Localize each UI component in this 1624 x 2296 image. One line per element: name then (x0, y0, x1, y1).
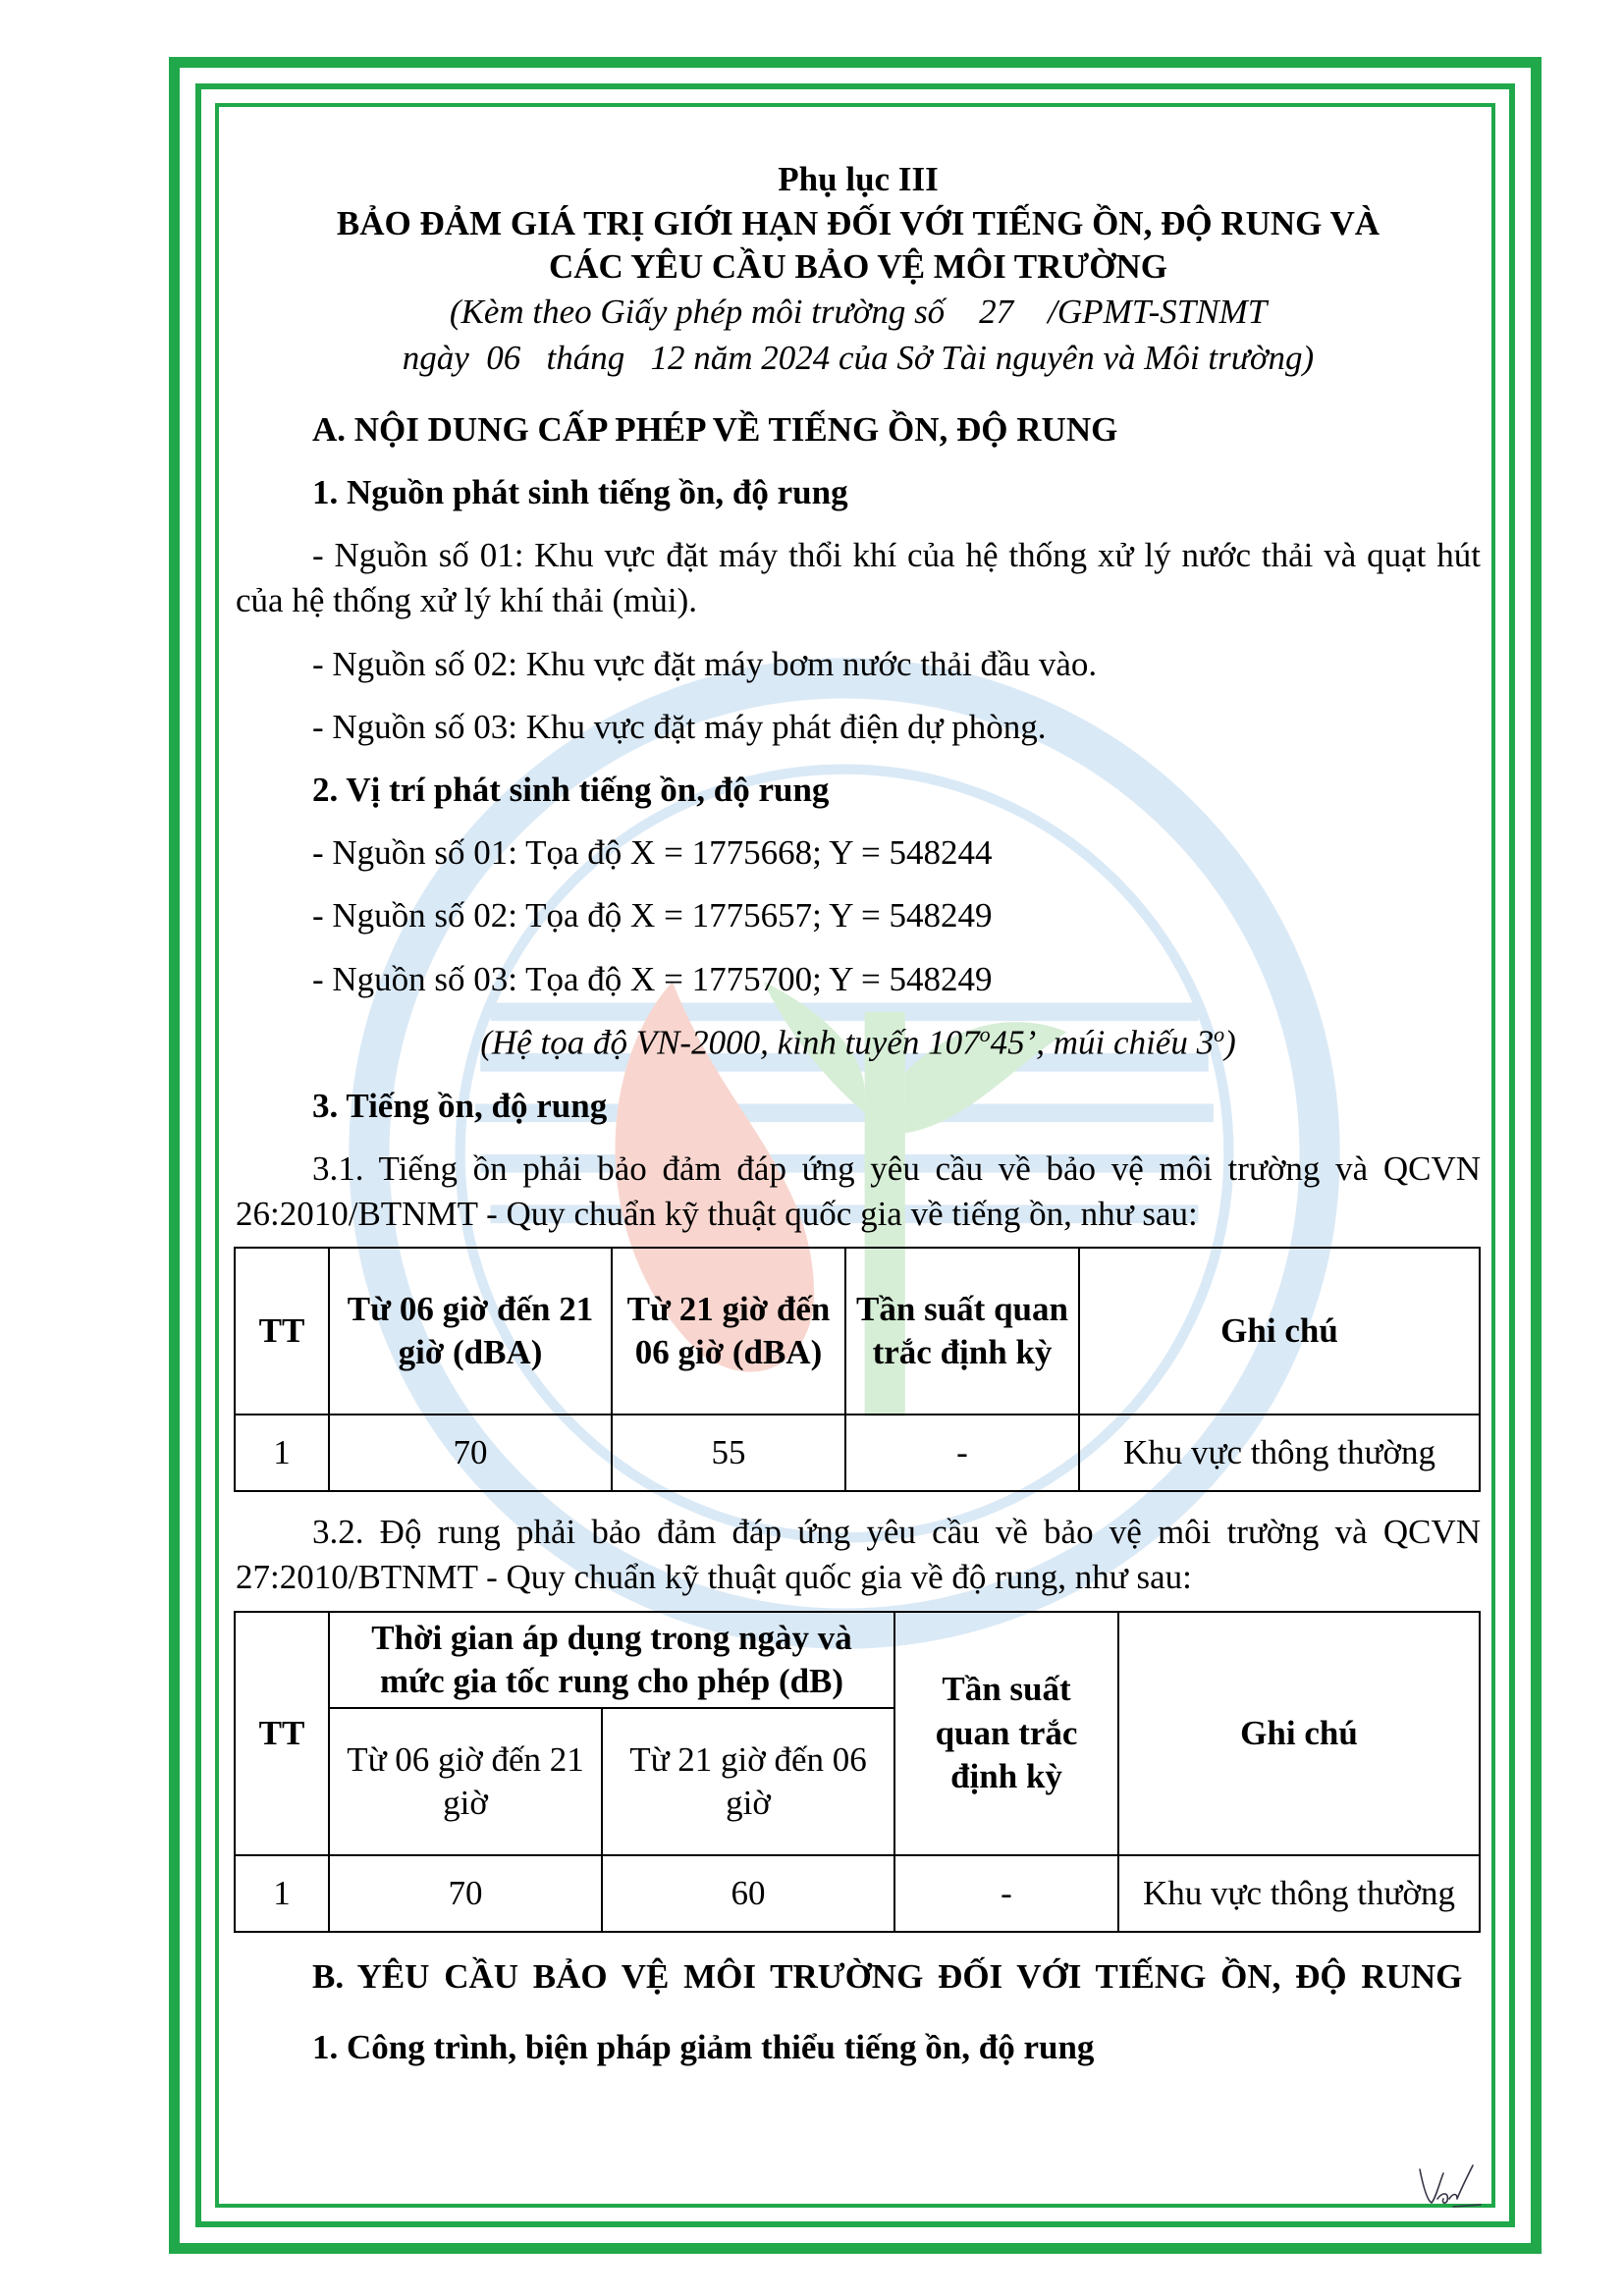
degree-mark: o (1214, 1021, 1225, 1046)
degree-mark: o (979, 1021, 991, 1046)
document-header (236, 157, 1481, 382)
item-2-heading: 2. Vị trí phát sinh tiếng ồn, độ rung (312, 771, 830, 809)
coord-note-part: (Hệ tọa độ VN-2000, kinh tuyến 107 (480, 1023, 980, 1062)
position-02: - Nguồn số 02: Tọa độ X = 1775657; Y = 548249 (312, 896, 993, 935)
permit-reference: (Kèm theo Giấy phép môi trường số 27 /GPMT-STNMT (449, 293, 1268, 332)
coord-note-part: 45’, múi chiếu 3 (990, 1023, 1215, 1062)
table-header: Từ 06 giờ đến 21 giờ (dBA) (329, 1248, 612, 1415)
table-cell: 55 (612, 1415, 845, 1491)
table-header: Từ 21 giờ đến 06 giờ (dBA) (612, 1248, 845, 1415)
table-subheader: Từ 06 giờ đến 21 giờ (329, 1708, 602, 1855)
vibration-limit-table (234, 1611, 1481, 1933)
paragraph-3-2: 3.2. Độ rung phải bảo đảm đáp ứng yêu cầu về bảo vệ môi trường và QCVN 27:2010/BTNMT - Quy chuẩn kỹ thuật quốc gia về độ rung, như sau: (236, 1513, 1481, 1597)
table-header: Thời gian áp dụng trong ngày và mức gia tốc rung cho phép (dB) (329, 1612, 894, 1708)
paragraph-3-1: 3.1. Tiếng ồn phải bảo đảm đáp ứng yêu cầu về bảo vệ môi trường và QCVN 26:2010/BTNMT - Quy chuẩn kỹ thuật quốc gia về tiếng ồn, như sau: (236, 1148, 1481, 1233)
source-02: - Nguồn số 02: Khu vực đặt máy bơm nước thải đầu vào. (312, 644, 1098, 683)
item-1-heading: 1. Nguồn phát sinh tiếng ồn, độ rung (312, 473, 848, 512)
main-title-line-1: BẢO ĐẢM GIÁ TRỊ GIỚI HẠN ĐỐI VỚI TIẾNG ỒN, ĐỘ RUNG VÀ (336, 203, 1380, 242)
table-cell: 1 (235, 1855, 329, 1932)
table-row (235, 1855, 1480, 1932)
table-header: TT (235, 1612, 329, 1855)
table-header: Tần suất quan trắc định kỳ (845, 1248, 1079, 1415)
position-03: - Nguồn số 03: Tọa độ X = 1775700; Y = 548249 (312, 959, 993, 998)
source-01: - Nguồn số 01: Khu vực đặt máy thổi khí của hệ thống xử lý nước thải và quạt hút của hệ thống xử lý khí thải (mùi). (236, 536, 1481, 620)
table-cell: 70 (329, 1855, 602, 1932)
document-page (236, 157, 1481, 2070)
table-cell: Khu vực thông thường (1079, 1415, 1480, 1491)
table-cell: 60 (602, 1855, 894, 1932)
table-subheader: Từ 21 giờ đến 06 giờ (602, 1708, 894, 1855)
section-a-heading: A. NỘI DUNG CẤP PHÉP VỀ TIẾNG ỒN, ĐỘ RUNG (312, 409, 1118, 449)
table-cell: - (845, 1415, 1079, 1491)
table-header: Ghi chú (1118, 1612, 1480, 1855)
table-cell: - (894, 1855, 1118, 1932)
source-03: - Nguồn số 03: Khu vực đặt máy phát điện dự phòng. (312, 707, 1047, 746)
permit-date: ngày 06 tháng 12 năm 2024 của Sở Tài nguyên và Môi trường) (402, 338, 1315, 377)
noise-limit-table (234, 1247, 1481, 1492)
table-row (235, 1415, 1480, 1491)
coordinate-note (236, 1020, 1481, 1066)
table-header: Tần suất quan trắc định kỳ (894, 1612, 1118, 1855)
section-b-heading: B. YÊU CẦU BẢO VỆ MÔI TRƯỜNG ĐỐI VỚI TIẾNG ỒN, ĐỘ RUNG (312, 1956, 1463, 1996)
item-3-heading: 3. Tiếng ồn, độ rung (312, 1086, 608, 1125)
signature-icon (1414, 2160, 1483, 2211)
appendix-title: Phụ lục III (778, 160, 939, 198)
table-cell: 1 (235, 1415, 329, 1491)
table-header: Ghi chú (1079, 1248, 1480, 1415)
coord-note-part: ) (1224, 1023, 1236, 1062)
table-header: TT (235, 1248, 329, 1415)
position-01: - Nguồn số 01: Tọa độ X = 1775668; Y = 548244 (312, 833, 993, 873)
section-b-item-1-heading: 1. Công trình, biện pháp giảm thiểu tiếng ồn, độ rung (312, 2027, 1095, 2066)
table-cell: 70 (329, 1415, 612, 1491)
table-cell: Khu vực thông thường (1118, 1855, 1480, 1932)
main-title-line-2: CÁC YÊU CẦU BẢO VỆ MÔI TRƯỜNG (548, 247, 1168, 287)
